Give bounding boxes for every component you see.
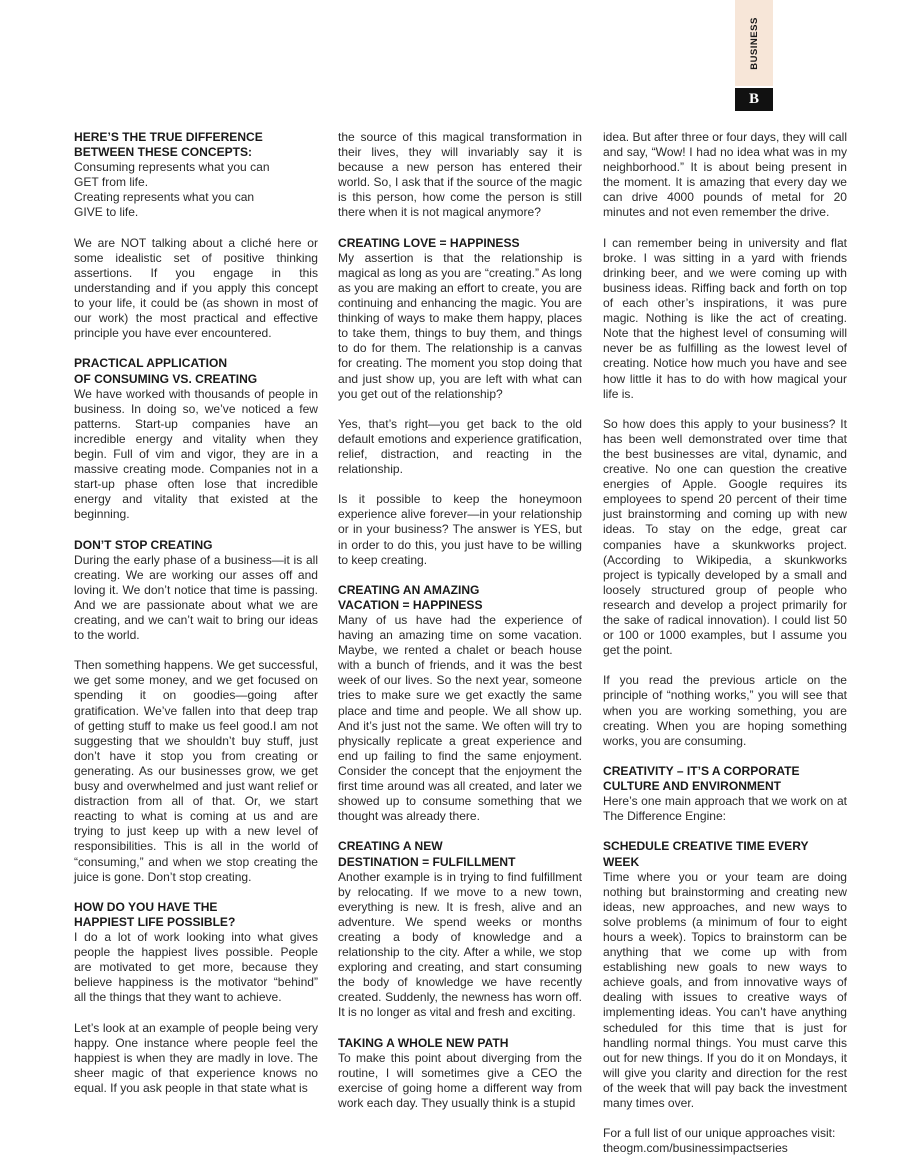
heading-creating-love: CREATING LOVE = HAPPINESS xyxy=(338,235,520,250)
paragraph: During the early phase of a business—it is all creating. We are working our asses off and loving it. We don’t notice that time is passing. And we are passionate about what we are creating, and we can’t wait to bring our ideas to the world. xyxy=(74,552,318,643)
paragraph: To make this point about diverging from the routine, I will sometimes give a CEO the exercise of going home a different way from work each day. They usually think is a stupid xyxy=(338,1050,582,1110)
paragraph: Here’s one main approach that we work on at The Difference Engine: xyxy=(603,794,847,824)
paragraph: We have worked with thousands of people in business. In doing so, we’ve noticed a few patterns. Start-up companies have an incredible energy and vitality when they begin. Full of vim and vigor, they are in a massive creating mode. Companies not in a start-up phase often lose that incredible energy and vitality that existed at the beginning. xyxy=(74,386,318,522)
paragraph: If you read the previous article on the principle of “nothing works,” you will see that when you are working something, you are creating. When you are hoping something works, you are consuming. xyxy=(603,673,847,748)
section-badge: B xyxy=(735,88,773,111)
paragraph: Let’s look at an example of people being very happy. One instance where people feel the happiest is when they are madly in love. The sheer magic of that experience knows no equal. If you ask people in that state what is xyxy=(74,1020,318,1095)
heading-new-path: TAKING A WHOLE NEW PATH xyxy=(338,1035,509,1050)
paragraph: idea. But after three or four days, they will call and say, “Wow! I had no idea what was in my neighborhood.” It is about being present in the moment. It is amazing that every day we can drive 4000 pounds of metal for 20 minutes and not even remember the drive. xyxy=(603,130,847,220)
heading-amazing-vacation: CREATING AN AMAZING VACATION = HAPPINESS xyxy=(338,582,483,612)
article-column-3 xyxy=(603,130,847,1171)
paragraph: Then something happens. We get successful, we get some money, and we get focused on spending it on goodies—going after gratification. We’ve fallen into that deep trap of getting stuff to make us feel good.I am not suggesting that we shouldn’t buy stuff, just don’t have it stop you from creating or generating. As our businesses grow, we get busy and overwhelmed and just want relief or distraction from all of that. Or, we start reacting to what is coming at us and are trying to just keep up with a new level of responsibilities. This is all in the world of “consuming,” and when we stop creating the juice is gone. Don’t stop creating. xyxy=(74,658,318,884)
heading-schedule-creative-time: SCHEDULE CREATIVE TIME EVERY WEEK xyxy=(603,839,809,869)
paragraph: Many of us have had the experience of having an amazing time on some vacation. Maybe, we rented a chalet or beach house with a bunch of friends, and it was the best week of our lives. So the next year, someone tries to make sure we get exactly the same place and time and people. We all show up. And it’s just not the same. We often will try to physically replicate a great experience and end up failing to find the same enjoyment. Consider the concept that the enjoyment the first time around was all created, and later we showed up to consume something that we thought was already there. xyxy=(338,613,582,824)
paragraph: the source of this magical transformation in their lives, they will invariably say it is because a new person has entered their world. So, I ask that if the source of the magic is this person, how come the person is still there when it is not magical anymore? xyxy=(338,130,582,220)
paragraph: So how does this apply to your business? It has been well demonstrated over time that the best businesses are vital, dynamic, and creative. No one can question the creative energies of Apple. Google requires its employees to spend 20 percent of their time just brainstorming and coming up with new ideas. To stay on the edge, great car companies have a skunkworks project. (According to Wikipedia, a skunkworks project is typically developed by a small and loosely structured group of people who research and develop a project primarily for the sake of radical innovation). I could list 50 or 100 or 1000 examples, but I assume you get the point. xyxy=(603,416,847,658)
heading-true-difference: HERE’S THE TRUE DIFFERENCE BETWEEN THESE CONCEPTS: xyxy=(74,130,263,160)
paragraph: My assertion is that the relationship is magical as long as you are “creating.” As long as you are making an effort to create, you are continuing and enhancing the magic. You are thinking of ways to make them happy, places to take them, things to buy them, and things to do for them. The relationship is a canvas for creating. The moment you stop doing that and just show up, you are left with what can you get out of the relationship? xyxy=(338,250,582,401)
section-label: BUSINESS xyxy=(748,16,760,70)
paragraph: We are NOT talking about a cliché here or some idealistic set of positive thinking assertions. If you engage in this understanding and if you apply this concept to your life, it could be (as shown in most of our work) the most practical and effective principle you have ever encountered. xyxy=(74,235,318,341)
paragraph: I do a lot of work looking into what gives people the happiest lives possible. People are motivated to get more, because they believe happiness is the motivator “behind” all the things that they want to achieve. xyxy=(74,929,318,1005)
paragraph: Time where you or your team are doing nothing but brainstorming and creating new ideas, new approaches, and new ways to solve problems (a minimum of four to eight hours a week). Topics to brainstorm can be anything that we come up with from establishing new goals to new ways to achieve goals, and from innovative ways of dealing with issues to creative ways of implementing ideas. You can’t have anything scheduled for this time that is just for handling normal things. You must carve this out for new things. If you do it on Mondays, it will give you clarity and direction for the rest of the week that will pay back the investment many times over. xyxy=(603,869,847,1110)
heading-dont-stop-creating: DON’T STOP CREATING xyxy=(74,537,213,552)
heading-practical-application: PRACTICAL APPLICATION OF CONSUMING VS. CREATING xyxy=(74,356,258,386)
paragraph: Another example is in trying to find fulfillment by relocating. If we move to a new town, everything is new. It is fresh, alive and an adventure. We spend weeks or months creating a body of knowledge and a relationship to the city. After a while, we stop exploring and creating, and start consuming the body of knowledge we have recently created. Suddenly, the newness has worn off. It is no longer as vital and fresh and exciting. xyxy=(338,869,582,1020)
heading-happiest-life: HOW DO YOU HAVE THE HAPPIEST LIFE POSSIBLE? xyxy=(74,899,236,929)
article-column-2 xyxy=(338,130,582,1126)
closing-link-text: For a full list of our unique approaches visit: theogm.com/businessimpactseries xyxy=(603,1126,836,1156)
heading-new-destination: CREATING A NEW DESTINATION = FULFILLMENT xyxy=(338,839,516,869)
article-column-1 xyxy=(74,130,318,1111)
paragraph: I can remember being in university and flat broke. I was sitting in a yard with friends drinking beer, and we were coming up with business ideas. Riffing back and forth on top of each other’s inspirations, it was pure magic. Nothing is like the act of creating. Note that the highest level of consuming will never be as fulfilling as the lowest level of creating. Notice how much you have and see how little it has to do with how magical your life is. xyxy=(603,235,847,401)
paragraph: Is it possible to keep the honeymoon experience alive forever—in your relationship or in your business? The answer is YES, but in order to do this, you just have to be willing to keep creating. xyxy=(338,492,582,567)
section-tab xyxy=(735,0,773,86)
paragraph: Consuming represents what you can GET from life. Creating represents what you can GIVE to life. xyxy=(74,160,270,220)
heading-corporate-culture: CREATIVITY – IT’S A CORPORATE CULTURE AND ENVIRONMENT xyxy=(603,763,800,794)
paragraph: Yes, that’s right—you get back to the old default emotions and experience gratification, relief, distraction, and reacting in the relationship. xyxy=(338,416,582,477)
